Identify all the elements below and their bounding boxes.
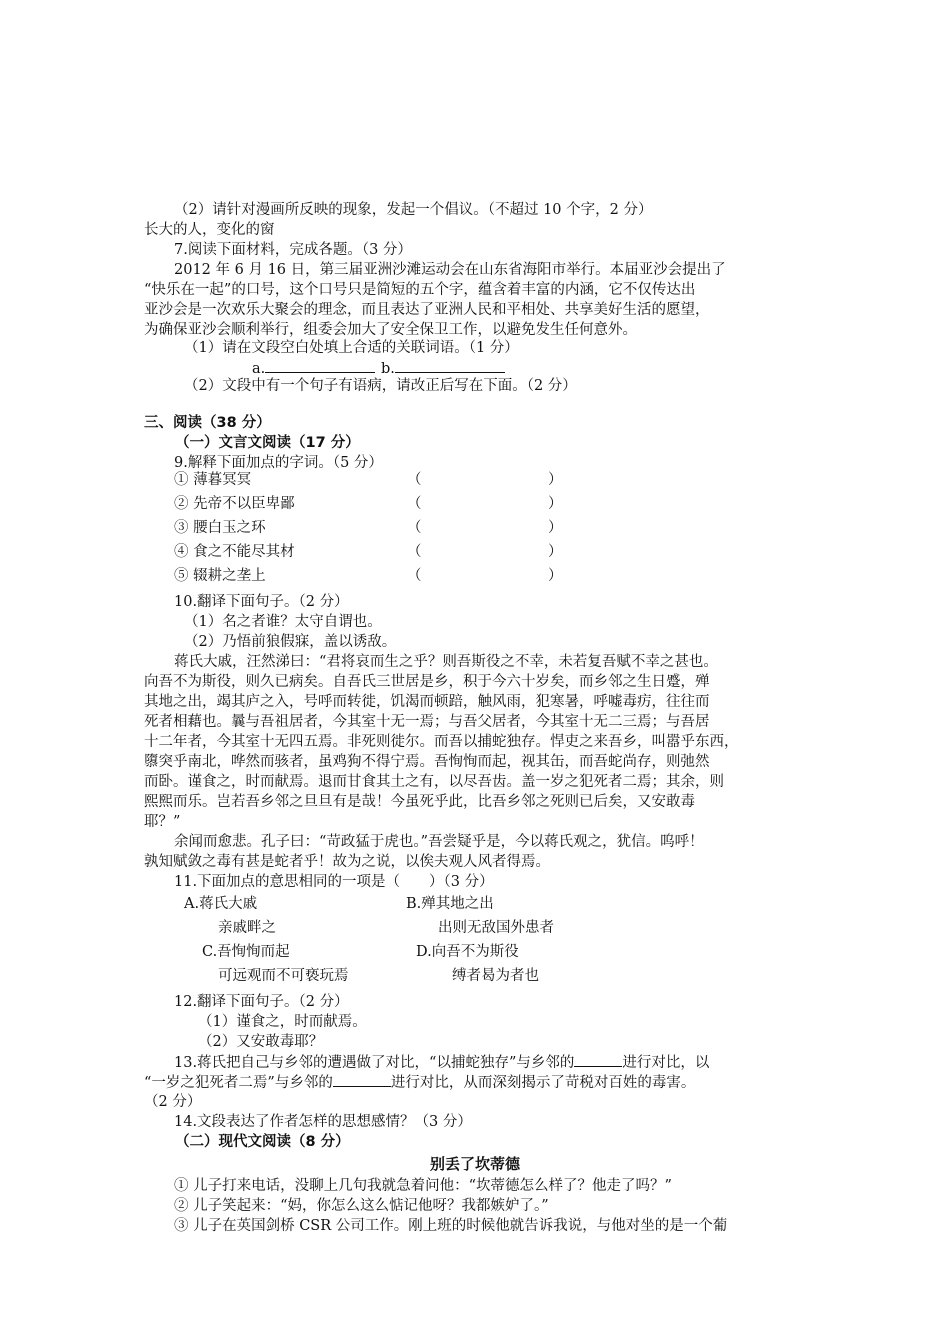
q6-sub2: （2）请针对漫画所反映的现象，发起一个倡议。（不超过 10 个字，2 分） bbox=[174, 202, 653, 218]
q13-line2 bbox=[144, 1072, 695, 1093]
q9-answer-open: （ bbox=[407, 568, 422, 584]
q9-answer-open: （ bbox=[407, 520, 422, 536]
passage-line: 隳突乎南北，哗然而骇者，虽鸡狗不得宁焉。吾恂恂而起，视其缶，而吾蛇尚存，则弛然 bbox=[144, 754, 710, 770]
q11-stem: 11.下面加点的意思相同的一项是（ ）（3 分） bbox=[174, 874, 494, 890]
story-paragraph: ③ 儿子在英国剑桥 CSR 公司工作。刚上班的时候他就告诉我说，与他对坐的是一个葡 bbox=[174, 1218, 728, 1234]
q9-item: ④ 食之不能尽其材 bbox=[174, 544, 295, 560]
q11-option-c: C.吾恂恂而起 bbox=[202, 944, 290, 960]
q9-answer-close: ） bbox=[548, 544, 563, 560]
q10-sentence: （1）名之者谁？太守自谓也。 bbox=[184, 614, 382, 630]
q13-line2-tail: 进行对比，从而深刻揭示了苛税对百姓的毒害。 bbox=[390, 1075, 696, 1091]
q7-blank-b-label: b. bbox=[381, 361, 395, 377]
q9-answer-close: ） bbox=[548, 568, 563, 584]
q7-blank-a-label: a. bbox=[252, 361, 266, 377]
q13-blank-1[interactable] bbox=[574, 1052, 622, 1067]
q7-sub2: （2）文段中有一个句子有语病，请改正后写在下面。（2 分） bbox=[184, 378, 577, 394]
q9-item: ③ 腰白玉之环 bbox=[174, 520, 266, 536]
q11-option-a: A.蒋氏大戚 bbox=[184, 896, 258, 912]
q12-sentence: （1）谨食之，时而献焉。 bbox=[198, 1014, 367, 1030]
story-paragraph: ① 儿子打来电话，没聊上几句我就急着问他：“坎蒂德怎么样了？他走了吗？” bbox=[174, 1178, 672, 1194]
q11-option-b: B.殚其地之出 bbox=[406, 896, 494, 912]
q7-sub1: （1）请在文段空白处填上合适的关联词语。（1 分） bbox=[184, 340, 519, 356]
q13-line1 bbox=[174, 1052, 709, 1073]
q7-para-line: “快乐在一起”的口号，这个口号只是简短的五个字，蕴含着丰富的内涵，它不仅传达出 bbox=[144, 282, 696, 298]
q13-line2-text: “一岁之犯死者二焉”与乡邻的 bbox=[144, 1075, 333, 1091]
q14-stem: 14.文段表达了作者怎样的思想感情？（3 分） bbox=[174, 1114, 472, 1130]
q9-answer-open: （ bbox=[407, 472, 422, 488]
q9-item: ① 薄暮冥冥 bbox=[174, 472, 252, 488]
q11-option-c-compare: 可远观而不可亵玩焉 bbox=[218, 968, 349, 984]
passage-line: 死者相藉也。曩与吾祖居者，今其室十无一焉；与吾父居者，今其室十无二三焉；与吾居 bbox=[144, 714, 710, 730]
story-paragraph: ② 儿子笑起来：“妈，你怎么这么惦记他呀？我都嫉妒了。” bbox=[174, 1198, 549, 1214]
passage-line: 耶？” bbox=[144, 814, 181, 830]
q13-score: （2 分） bbox=[144, 1094, 202, 1110]
q7-blank-a-line[interactable] bbox=[265, 358, 375, 373]
q13-line1-text: 13.蒋氏把自己与乡邻的遭遇做了对比，“以捕蛇独存”与乡邻的 bbox=[174, 1055, 575, 1071]
part1-title: （一）文言文阅读（17 分） bbox=[175, 435, 360, 451]
passage-line: 蒋氏大戚，汪然涕曰：“君将哀而生之乎？则吾斯役之不幸，未若复吾赋不幸之甚也。 bbox=[174, 654, 718, 670]
passage-line: 向吾不为斯役，则久已病矣。自吾氏三世居是乡，积于今六十岁矣，而乡邻之生日蹙，殚 bbox=[144, 674, 710, 690]
passage-line: 孰知赋敛之毒有甚是蛇者乎！故为之说，以俟夫观人风者得焉。 bbox=[144, 854, 550, 870]
passage-line: 余闻而愈悲。孔子曰：“苛政猛于虎也。”吾尝疑乎是，今以蒋氏观之，犹信。呜呼！ bbox=[174, 834, 704, 850]
q11-option-d-compare: 缚者曷为者也 bbox=[452, 968, 539, 984]
q7-para-line: 2012 年 6 月 16 日，第三届亚洲沙滩运动会在山东省海阳市举行。本届亚沙会提出了 bbox=[174, 262, 726, 278]
passage-line: 十二年者，今其室十无四五焉。非死则徙尔。而吾以捕蛇独存。悍吏之来吾乡，叫嚣乎东西， bbox=[144, 734, 739, 750]
section3-title: 三、阅读（38 分） bbox=[144, 415, 271, 431]
q6-caption: 长大的人，变化的窗 bbox=[144, 222, 275, 238]
passage-line: 而卧。谨食之，时而献焉。退而甘食其土之有，以尽吾齿。盖一岁之犯死者二焉；其余，则 bbox=[144, 774, 724, 790]
part2-title: （二）现代文阅读（8 分） bbox=[175, 1134, 350, 1150]
q10-stem: 10.翻译下面句子。（2 分） bbox=[174, 594, 349, 610]
q9-answer-open: （ bbox=[407, 544, 422, 560]
q10-sentence: （2）乃悟前狼假寐，盖以诱敌。 bbox=[184, 634, 397, 650]
q11-option-d: D.向吾不为斯役 bbox=[416, 944, 519, 960]
q9-stem: 9.解释下面加点的字词。（5 分） bbox=[174, 455, 383, 471]
q9-item: ② 先帝不以臣卑鄙 bbox=[174, 496, 295, 512]
q7-blank-b-line[interactable] bbox=[395, 358, 505, 373]
q9-answer-close: ） bbox=[548, 472, 563, 488]
passage-line: 其地之出，竭其庐之入，号呼而转徙，饥渴而顿踣，触风雨，犯寒暑，呼嘘毒疠，往往而 bbox=[144, 694, 710, 710]
passage-line: 熙熙而乐。岂若吾乡邻之旦旦有是哉！今虽死乎此，比吾乡邻之死则已后矣，又安敢毒 bbox=[144, 794, 695, 810]
story-title: 别丢了坎蒂德 bbox=[429, 1155, 520, 1173]
q13-line1-tail: 进行对比，以 bbox=[622, 1055, 710, 1071]
q13-blank-2[interactable] bbox=[333, 1072, 391, 1087]
q11-option-b-compare: 出则无敌国外患者 bbox=[438, 920, 554, 936]
q9-answer-close: ） bbox=[548, 520, 563, 536]
q7-para-line: 亚沙会是一次欢乐大聚会的理念，而且表达了亚洲人民和平相处、共享美好生活的愿望， bbox=[144, 302, 710, 318]
q9-answer-close: ） bbox=[548, 496, 563, 512]
q9-answer-open: （ bbox=[407, 496, 422, 512]
q11-option-a-compare: 亲戚畔之 bbox=[218, 920, 276, 936]
q12-stem: 12.翻译下面句子。（2 分） bbox=[174, 994, 349, 1010]
q7-stem: 7.阅读下面材料，完成各题。（3 分） bbox=[174, 242, 412, 258]
q9-item: ⑤ 辍耕之垄上 bbox=[174, 568, 266, 584]
q7-para-line: 为确保亚沙会顺利举行，组委会加大了安全保卫工作，以避免发生任何意外。 bbox=[144, 322, 637, 338]
q12-sentence: （2）又安敢毒耶？ bbox=[198, 1034, 324, 1050]
